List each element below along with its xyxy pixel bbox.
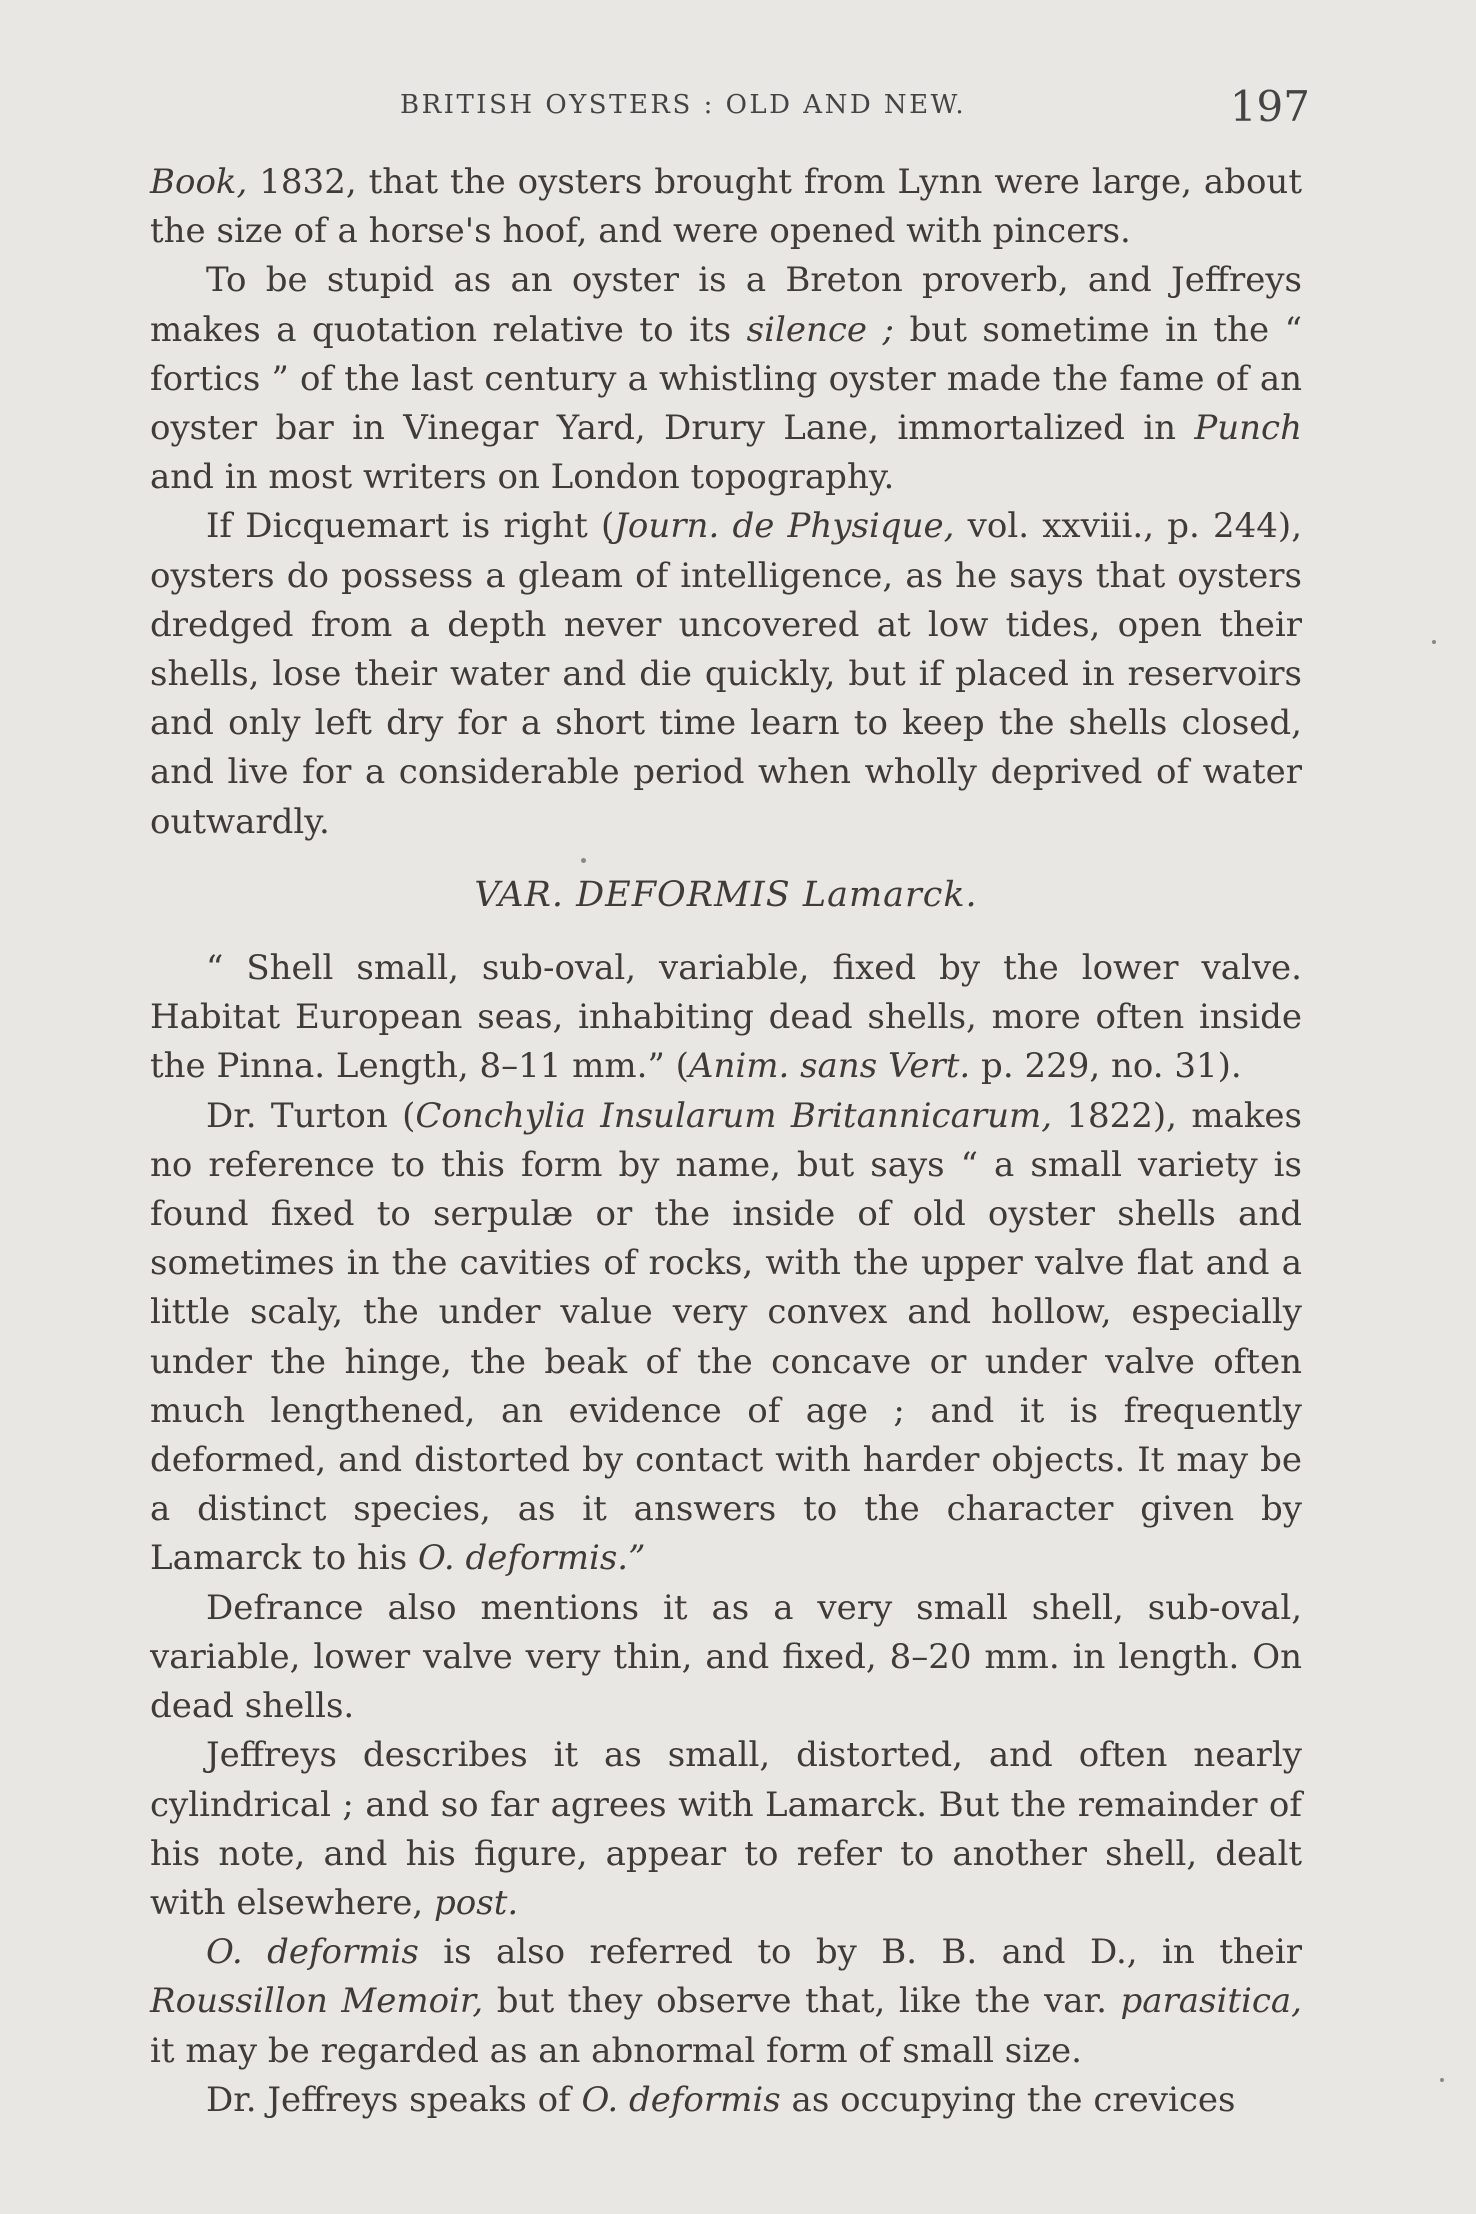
text-run: If Dicquemart is right ( bbox=[206, 506, 615, 547]
text-run: is also referred to by B. B. and D., in their bbox=[418, 1932, 1302, 1973]
paragraph-6 bbox=[150, 1584, 1302, 1732]
italic-text: Journ. de Physique, bbox=[614, 506, 955, 547]
paper-speck bbox=[581, 858, 586, 863]
text-run: “ Shell small, sub-oval, variable, fixed by the lower valve. Habitat European seas, inhabiting dead shells, more often inside the Pinna. Length, 8–11 mm.” ( bbox=[150, 948, 1302, 1087]
paragraph-8 bbox=[150, 1928, 1302, 2076]
text-run: Jeffreys describes it as small, distorted, and often nearly cylindrical ; and so far agrees with Lamarck. But the remainder of his note, and his figure, appear to refer to another shell, dealt with elsewhere, bbox=[150, 1735, 1302, 1923]
text-run: Dr. Jeffreys speaks of bbox=[206, 2079, 582, 2120]
text-run: 1832, that the oysters brought from Lynn were large, about the size of a horse's hoof, and were opened with pincers. bbox=[150, 162, 1302, 252]
italic-text: Roussillon Memoir, bbox=[150, 1981, 484, 2022]
section-heading bbox=[150, 871, 1302, 920]
heading-author: Lamarck. bbox=[790, 874, 978, 915]
paragraph-4 bbox=[150, 944, 1302, 1092]
paper-speck bbox=[1440, 2078, 1444, 2082]
paragraph-7 bbox=[150, 1731, 1302, 1928]
text-run: as occupying the crevices bbox=[780, 2079, 1236, 2120]
text-run: it may be regarded as an abnormal form of small size. bbox=[150, 2030, 1082, 2071]
running-title: BRITISH OYSTERS : OLD AND NEW. bbox=[400, 90, 967, 120]
paragraph-3 bbox=[150, 502, 1302, 846]
italic-text: Punch bbox=[1194, 408, 1302, 449]
text-run: vol. xxviii., p. 244), oysters do possess a gleam of intelligence, as he says that oysters dredged from a depth never uncovered at low tides, open their shells, lose their water and die quickly, but if placed in reservoirs and only left dry for a short time learn to keep the shells closed, and live for a considerable period when wholly deprived of water outwardly. bbox=[150, 506, 1303, 842]
text-run: and in most writers on London topography. bbox=[150, 457, 895, 498]
italic-text: Conchylia Insularum Britannicarum, bbox=[415, 1095, 1053, 1136]
paper-speck bbox=[1432, 640, 1436, 644]
text-run: but they observe that, like the var. bbox=[483, 1981, 1121, 2022]
text-run: but sometime in the “ fortics ” of the last century a whistling oyster made the fame of an oyster bar in Vinegar Yard, Drury Lane, immortalized in bbox=[150, 309, 1302, 449]
text-run: 1822), makes no reference to this form by name, but says “ a small variety is found fixed to serpulæ or the inside of old oyster shells and sometimes in the cavities of rocks, with the upper valve flat and a little scaly, the under value very convex and hollow, especially under the hinge, the beak of the concave or under valve often much lengthened, an evidence of age ; and it is frequently deformed, and distorted by contact with harder objects. It may be a distinct species, as it answers to the character given by Lamarck to his bbox=[150, 1095, 1302, 1579]
text-run: p. 229, no. 31). bbox=[970, 1046, 1242, 1087]
text-run: Dr. Turton ( bbox=[206, 1095, 416, 1136]
page-header bbox=[150, 82, 1310, 132]
italic-text: Anim. sans Vert. bbox=[688, 1046, 971, 1087]
text-run: Defrance also mentions it as a very small shell, sub-oval, variable, lower valve very thin, and fixed, 8–20 mm. in length. On dead shells. bbox=[150, 1587, 1302, 1727]
paragraph-5 bbox=[150, 1092, 1302, 1584]
italic-text: Book, bbox=[150, 162, 248, 202]
italic-text: parasitica, bbox=[1120, 1981, 1302, 2022]
text-run: To be stupid as an oyster is a Breton proverb, and Jeffreys makes a quotation relative to its bbox=[150, 260, 1302, 350]
paragraph-2 bbox=[150, 256, 1302, 502]
italic-text: silence ; bbox=[746, 309, 894, 350]
page-number: 197 bbox=[1229, 82, 1310, 131]
italic-text: post. bbox=[434, 1882, 519, 1923]
italic-text: O. deformis bbox=[206, 1932, 419, 1973]
page-body bbox=[150, 158, 1302, 2125]
heading-title: VAR. DEFORMIS bbox=[474, 874, 791, 915]
paragraph-9 bbox=[150, 2076, 1302, 2125]
italic-text: O. deformis.” bbox=[418, 1538, 646, 1579]
italic-text: O. deformis bbox=[581, 2079, 781, 2120]
paragraph-1 bbox=[150, 158, 1302, 256]
